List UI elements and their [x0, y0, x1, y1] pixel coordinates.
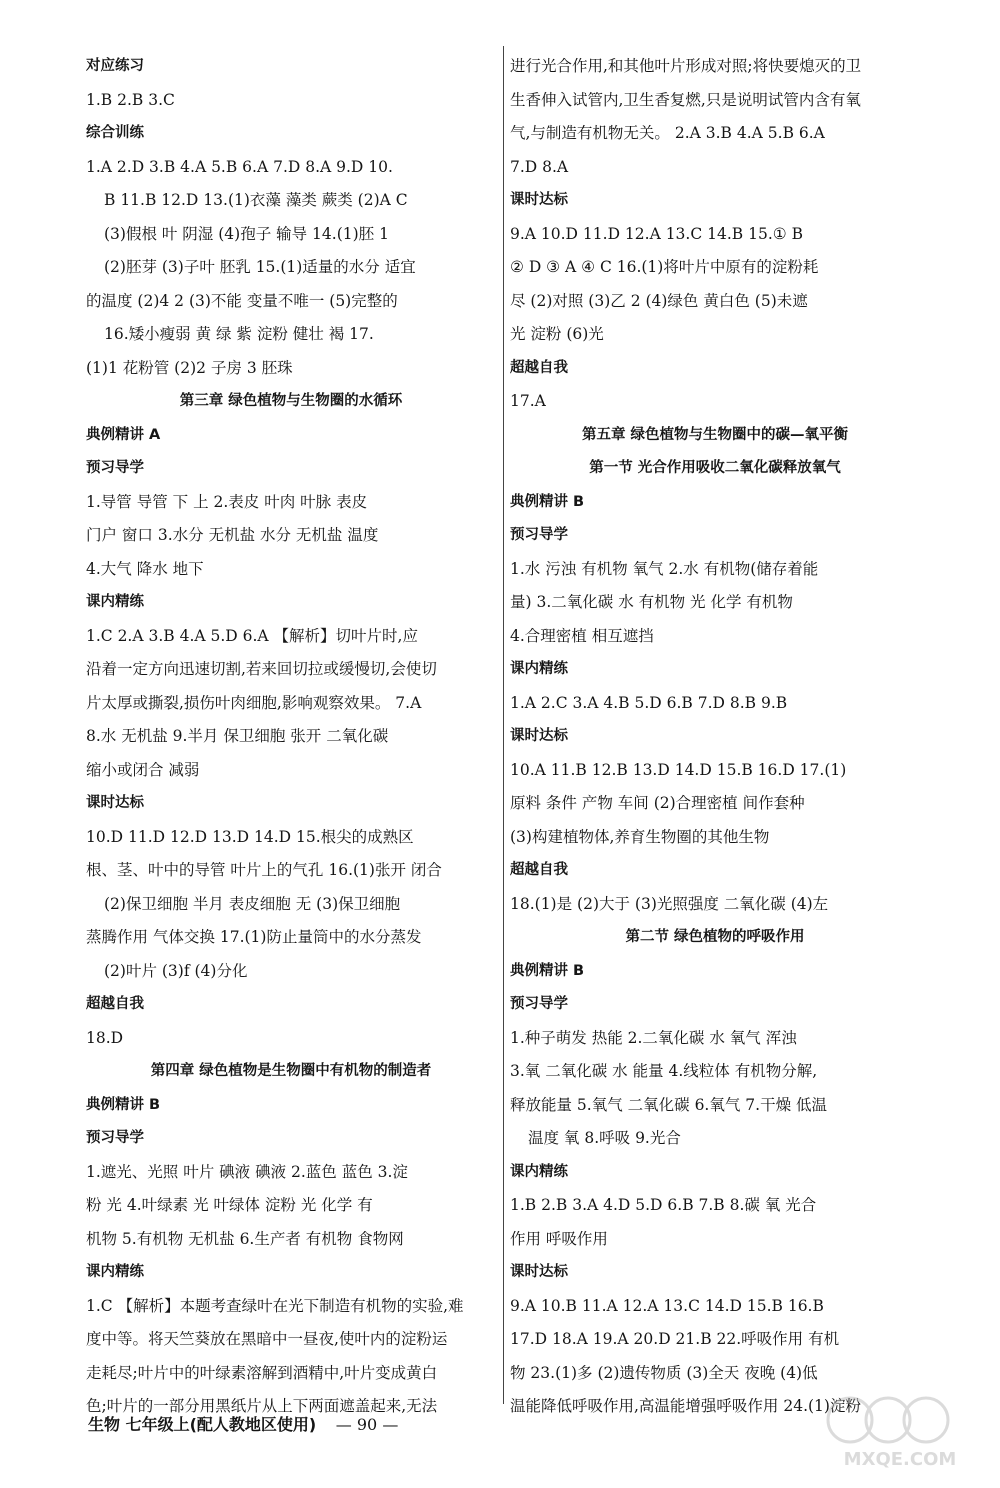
answer-line: 7.D 8.A — [510, 157, 569, 176]
answer-line: 蒸腾作用 气体交换 17.(1)防止量筒中的水分蒸发 — [86, 928, 422, 946]
answer-line: 走耗尽;叶片中的叶绿素溶解到酒精中,叶片变成黄白 — [86, 1363, 438, 1382]
answer-line: (2)叶片 (3)f (4)分化 — [104, 961, 248, 980]
answer-line: 1.水 污浊 有机物 氧气 2.水 有机物(储存着能 — [510, 559, 819, 578]
answer-line: 气,与制造有机物无关。 2.A 3.B 4.A 5.B 6.A — [510, 124, 825, 142]
answer-line: 18.D — [86, 1028, 124, 1047]
answer-line: 温能降低呼吸作用,高温能增强呼吸作用 24.(1)淀粉 — [510, 1397, 861, 1415]
answer-line: 1.A 2.C 3.A 4.B 5.D 6.B 7.D 8.B 9.B — [510, 693, 788, 712]
section-heading: 预习导学 — [86, 460, 144, 476]
answer-line: 1.A 2.D 3.B 4.A 5.B 6.A 7.D 8.A 9.D 10. — [86, 157, 393, 176]
section-heading: 超越自我 — [510, 862, 568, 878]
left-column — [86, 50, 496, 1424]
answer-line: 片太厚或撕裂,损伤叶肉细胞,影响观察效果。 7.A — [86, 693, 422, 712]
page-number: — 90 — — [335, 1415, 399, 1434]
answer-line: 1.遮光、光照 叶片 碘液 碘液 2.蓝色 蓝色 3.淀 — [86, 1162, 408, 1181]
section-heading: 课时达标 — [510, 192, 568, 208]
answer-line: 物 23.(1)多 (2)遗传物质 (3)全天 夜晚 (4)低 — [510, 1363, 818, 1382]
answer-line: B 11.B 12.D 13.(1)衣藻 藻类 蕨类 (2)A C — [104, 191, 408, 209]
answer-line: 1.导管 导管 下 上 2.表皮 叶肉 叶脉 表皮 — [86, 492, 368, 511]
answer-line: (3)假根 叶 阴湿 (4)孢子 输导 14.(1)胚 1 — [104, 224, 389, 243]
answer-line: 温度 氧 8.呼吸 9.光合 — [528, 1129, 681, 1147]
page-footer — [88, 1412, 398, 1435]
answer-line: 1.B 2.B 3.C — [86, 90, 175, 109]
section-heading: 对应练习 — [86, 58, 144, 74]
watermark-text: MXQE.COM — [843, 1449, 957, 1470]
chapter-title: 第五章 绿色植物与生物圈中的碳—氧平衡 — [581, 426, 849, 443]
section-heading: 典例精讲 B — [510, 962, 585, 979]
answer-line: 作用 呼吸作用 — [510, 1229, 608, 1248]
answer-line: 缩小或闭合 减弱 — [86, 760, 200, 779]
answer-line: ② D ③ A ④ C 16.(1)将叶片中原有的淀粉耗 — [510, 258, 819, 276]
column-divider — [503, 46, 504, 1404]
answer-line: 3.氧 二氧化碳 水 能量 4.线粒体 有机物分解, — [510, 1062, 818, 1080]
answer-line: 机物 5.有机物 无机盐 6.生产者 有机物 食物网 — [86, 1229, 404, 1248]
footer-subject: 生物 七年级上(配人教地区使用) — [88, 1415, 317, 1434]
section-heading: 综合训练 — [86, 125, 144, 141]
answer-line: 1.种子萌发 热能 2.二氧化碳 水 氧气 浑浊 — [510, 1028, 797, 1047]
answer-line: 1.C 【解析】本题考查绿叶在光下制造有机物的实验,难 — [86, 1296, 464, 1315]
section-heading: 课时达标 — [510, 728, 568, 744]
chapter-title: 第三章 绿色植物与生物圈的水循环 — [179, 393, 403, 409]
answer-line: 9.A 10.D 11.D 12.A 13.C 14.B 15.① B — [510, 224, 803, 243]
answer-line: 16.矮小瘦弱 黄 绿 紫 淀粉 健壮 褐 17. — [104, 325, 374, 343]
answer-line: 进行光合作用,和其他叶片形成对照;将快要熄灭的卫 — [510, 57, 862, 75]
section-heading: 课内精练 — [510, 661, 568, 677]
answer-line: (2)保卫细胞 半月 表皮细胞 无 (3)保卫细胞 — [104, 894, 401, 913]
answer-line: 释放能量 5.氧气 二氧化碳 6.氧气 7.干燥 低温 — [510, 1095, 828, 1114]
chapter-title: 第四章 绿色植物是生物圈中有机物的制造者 — [150, 1063, 432, 1079]
watermark-logo — [820, 1385, 980, 1475]
section-heading: 超越自我 — [510, 359, 568, 376]
section-heading: 超越自我 — [86, 996, 144, 1012]
answer-line: 17.D 18.A 19.A 20.D 21.B 22.呼吸作用 有机 — [510, 1330, 840, 1348]
answer-line: 粉 光 4.叶绿素 光 叶绿体 淀粉 光 化学 有 — [86, 1196, 373, 1214]
section-heading: 典例精讲 B — [86, 1096, 161, 1113]
answer-line: 尽 (2)对照 (3)乙 2 (4)绿色 黄白色 (5)未遮 — [510, 291, 808, 310]
answer-line: 的温度 (2)4 2 (3)不能 变量不唯一 (5)完整的 — [86, 291, 398, 310]
section-heading: 课内精练 — [86, 594, 144, 610]
answer-line: 8.水 无机盐 9.半月 保卫细胞 张开 二氧化碳 — [86, 727, 389, 745]
section-heading: 课时达标 — [86, 795, 144, 811]
answer-line: 17.A — [510, 392, 546, 410]
answer-line: 度中等。将天竺葵放在黑暗中一昼夜,使叶内的淀粉运 — [86, 1330, 448, 1348]
section-heading: 预习导学 — [510, 527, 568, 543]
section-heading: 典例精讲 A — [86, 426, 161, 443]
section-heading: 课内精练 — [510, 1163, 568, 1180]
answer-line: (2)胚芽 (3)子叶 胚乳 15.(1)适量的水分 适宜 — [104, 258, 416, 276]
answer-line: 生香伸入试管内,卫生香复燃,只是说明试管内含有氧 — [510, 90, 861, 109]
chapter-title: 第二节 绿色植物的呼吸作用 — [625, 929, 805, 945]
section-heading: 预习导学 — [510, 996, 568, 1012]
answer-line: 9.A 10.B 11.A 12.A 13.C 14.D 15.B 16.B — [510, 1296, 824, 1315]
answer-line: 18.(1)是 (2)大于 (3)光照强度 二氧化碳 (4)左 — [510, 894, 829, 913]
right-column — [510, 50, 920, 1424]
answer-line: 光 淀粉 (6)光 — [510, 325, 604, 343]
answer-line: 色;叶片的一部分用黑纸片从上下两面遮盖起来,无法 — [86, 1397, 438, 1415]
answer-line: 量) 3.二氧化碳 水 有机物 光 化学 有机物 — [510, 593, 793, 611]
answer-line: 1.B 2.B 3.A 4.D 5.D 6.B 7.B 8.碳 氧 光合 — [510, 1196, 817, 1214]
answer-line: 4.合理密植 相互遮挡 — [510, 626, 654, 645]
section-heading: 课时达标 — [510, 1264, 568, 1280]
answer-line: 沿着一定方向迅速切割,若来回切拉或缓慢切,会使切 — [86, 660, 437, 678]
answer-line: (1)1 花粉管 (2)2 子房 3 胚珠 — [86, 358, 293, 377]
section-heading: 典例精讲 B — [510, 493, 585, 510]
chapter-title: 第一节 光合作用吸收二氧化碳释放氧气 — [589, 460, 841, 476]
answer-line: 1.C 2.A 3.B 4.A 5.D 6.A 【解析】切叶片时,应 — [86, 626, 418, 645]
section-heading: 预习导学 — [86, 1130, 144, 1146]
answer-line: 门户 窗口 3.水分 无机盐 水分 无机盐 温度 — [86, 526, 379, 544]
answer-line: 10.D 11.D 12.D 13.D 14.D 15.根尖的成熟区 — [86, 827, 414, 846]
answer-line: 4.大气 降水 地下 — [86, 559, 204, 578]
answer-line: 根、茎、叶中的导管 叶片上的气孔 16.(1)张开 闭合 — [86, 861, 442, 879]
answer-line: 原料 条件 产物 车间 (2)合理密植 间作套种 — [510, 794, 805, 812]
answer-line: (3)构建植物体,养育生物圈的其他生物 — [510, 827, 770, 846]
answer-line: 10.A 11.B 12.B 13.D 14.D 15.B 16.D 17.(1) — [510, 760, 847, 779]
section-heading: 课内精练 — [86, 1264, 144, 1280]
